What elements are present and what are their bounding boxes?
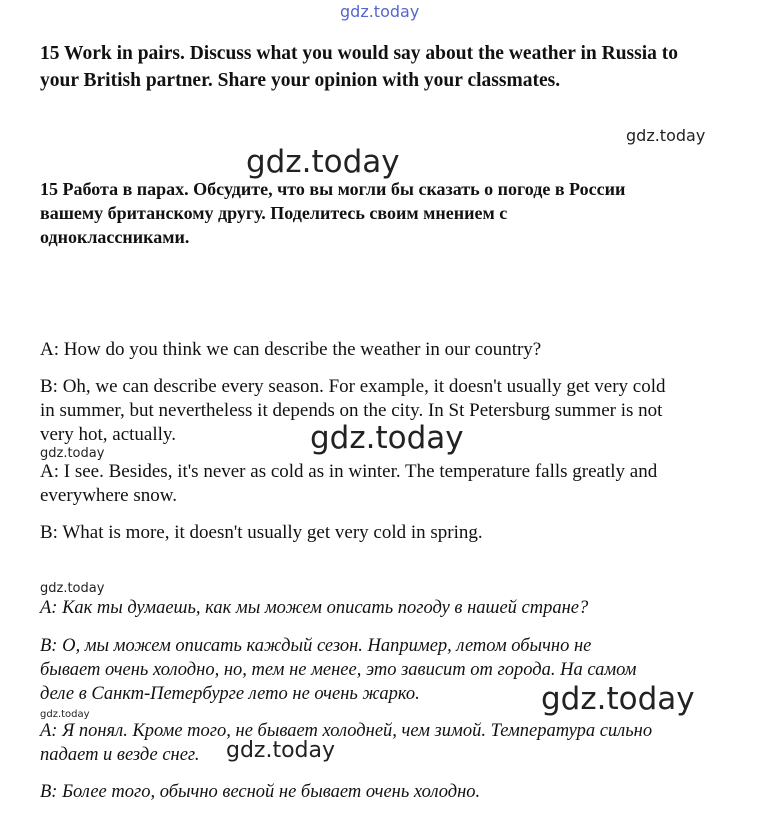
task-en-line-1: 15 Work in pairs. Discuss what you would say about the weather in Russia to [40, 43, 679, 64]
task-ru-line-3: одноклассниками. [40, 227, 190, 247]
dialogue-ru-a2-line-2: падает и везде снег. [40, 745, 200, 765]
task-ru-line-2: вашему британскому другу. Поделитесь своим мнением с [40, 203, 508, 223]
watermark: gdz.today [40, 581, 105, 596]
dialogue-ru-a1: А: Как ты думаешь, как мы можем описать погоду в нашей стране? [40, 598, 589, 618]
task-en-line-2: your British partner. Share your opinion with your classmates. [40, 70, 561, 91]
dialogue-en-a1: A: How do you think we can describe the weather in our country? [40, 339, 542, 360]
dialogue-ru-b1-line-1: В: О, мы можем описать каждый сезон. Например, летом обычно не [40, 636, 592, 656]
watermark: gdz.today [246, 144, 400, 180]
watermark: gdz.today [226, 738, 336, 763]
dialogue-en-b1-line-1: B: Oh, we can describe every season. For example, it doesn't usually get very cold [40, 376, 666, 397]
task-ru-line-1: 15 Работа в парах. Обсудите, что вы могли бы сказать о погоде в России [40, 179, 626, 199]
watermark: gdz.today [40, 709, 90, 720]
dialogue-en-b2: B: What is more, it doesn't usually get very cold in spring. [40, 522, 483, 543]
watermark: gdz.today [40, 446, 105, 461]
dialogue-en-a2-line-2: everywhere snow. [40, 485, 177, 506]
watermark: gdz.today [626, 126, 706, 145]
dialogue-ru-b1-line-3: деле в Санкт-Петербурге лето не очень жарко. [40, 684, 420, 704]
dialogue-ru-a2-line-1: А: Я понял. Кроме того, не бывает холодней, чем зимой. Температура сильно [40, 721, 653, 741]
dialogue-en-b1-line-2: in summer, but nevertheless it depends on the city. In St Petersburg summer is not [40, 400, 663, 421]
watermark-top: gdz.today [340, 2, 420, 21]
dialogue-en-b1-line-3: very hot, actually. [40, 424, 176, 445]
watermark: gdz.today [310, 420, 464, 456]
dialogue-ru-b2: В: Более того, обычно весной не бывает очень холодно. [40, 782, 481, 802]
dialogue-en-a2-line-1: A: I see. Besides, it's never as cold as in winter. The temperature falls greatly and [40, 461, 658, 482]
dialogue-ru-b1-line-2: бывает очень холодно, но, тем не менее, это зависит от города. На самом [40, 660, 637, 680]
watermark: gdz.today [541, 681, 695, 717]
